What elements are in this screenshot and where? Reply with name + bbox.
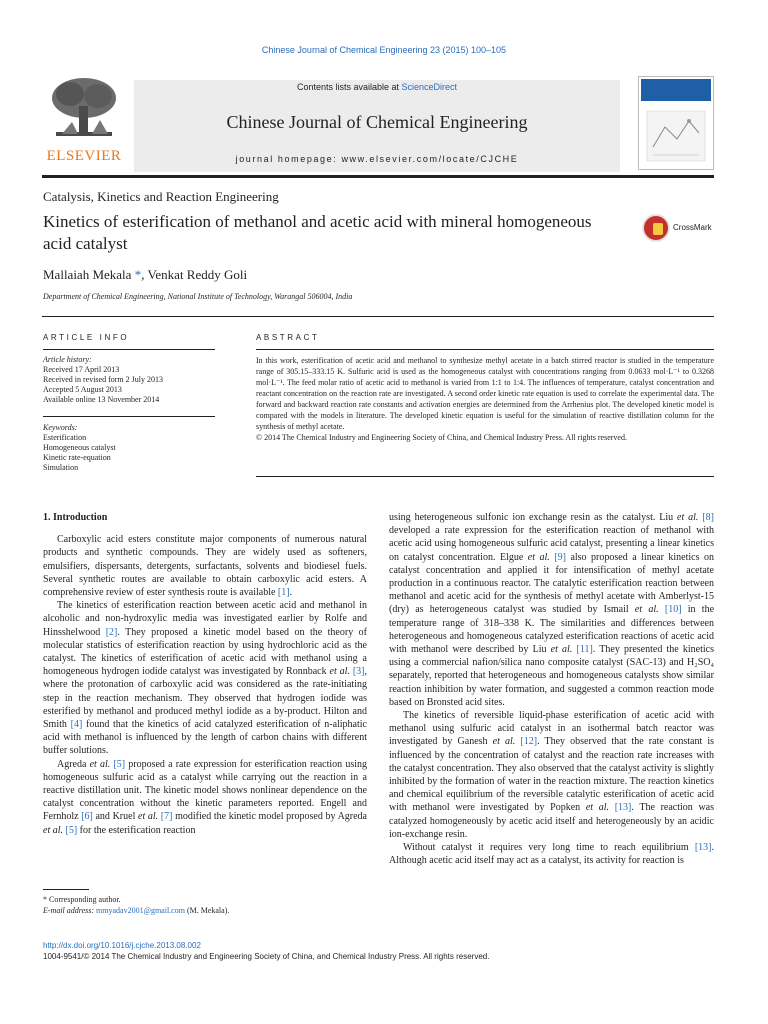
body-right-column bbox=[389, 511, 714, 867]
article-category: Catalysis, Kinetics and Reaction Engineering bbox=[43, 189, 279, 204]
section-heading: 1. Introduction bbox=[43, 512, 108, 523]
corresponding-author-note: * Corresponding author. bbox=[43, 895, 121, 904]
footnote-rule bbox=[43, 889, 89, 890]
citation-link[interactable]: [13] bbox=[614, 802, 632, 814]
paragraph: The kinetics of reversible liquid-phase esterification of acetic acid with methanol using sulfuric acid catalyst in an isothermal batch reactor was investigated by Ganesh et al. [12]. They observed that the rate constant is influenced by the concentration of catalyst and the reaction rate increases with the catalyst concentration. They also observed that the catalyst activity is slightly inhibited by the formation of water in the reaction mixture. The reaction kinetics and chemical equilibrium of the reversible catalytic esterification of acetic acid with methanol were investigated by Popken et al. [13]. The reaction was catalyzed homogeneously by acetic acid itself and heterogeneously by an acidic ion-exchange resin. bbox=[389, 710, 715, 840]
revised-date: Received in revised form 2 July 2013 bbox=[43, 375, 163, 384]
citation-link[interactable]: [9] bbox=[554, 551, 566, 563]
header-divider bbox=[42, 175, 714, 178]
cover-diagram-icon bbox=[643, 107, 709, 165]
author-name[interactable]: , Venkat Reddy Goli bbox=[141, 267, 248, 282]
abstract-heading: ABSTRACT bbox=[256, 333, 320, 342]
citation-link[interactable]: [8] bbox=[702, 512, 715, 523]
body-left-column bbox=[43, 511, 367, 837]
abstract-text bbox=[256, 355, 714, 443]
corresponding-author-link[interactable]: * bbox=[131, 267, 142, 282]
abstract-rule bbox=[256, 349, 714, 350]
keywords-label: Keywords: bbox=[43, 423, 78, 432]
keyword: Simulation bbox=[43, 463, 79, 472]
cover-title-band bbox=[641, 79, 711, 101]
abstract-bottom-rule bbox=[256, 476, 714, 477]
article-info-rule bbox=[43, 416, 215, 417]
citation-link[interactable]: [1] bbox=[277, 587, 290, 599]
journal-cover-icon[interactable] bbox=[638, 76, 714, 170]
article-title: Kinetics of esterification of methanol and acetic acid with mineral homogeneous acid catalyst bbox=[43, 212, 592, 253]
banner-center bbox=[134, 80, 620, 172]
contents-prefix: Contents lists available at bbox=[296, 82, 402, 92]
author-name[interactable]: Mallaiah Mekala bbox=[43, 267, 132, 282]
history-label: Article history: bbox=[43, 355, 92, 364]
abstract-body: In this work, esterification of acetic acid and methanol to synthesize methyl acetate in a batch stirred reactor is studied in the temperature range of 305.15–333.15 K. Sulfuric acid is used as the homogeneous catalyst with concentrations ranging from 0.0633 mol·L⁻¹ to 0.3268 mol·L⁻¹. The feed molar ratio of acetic acid to methanol is varied from 1:1 to 1:4. The influences of temperature, catalyst concentration and reactant concentration on the reaction rate are investigated. A second order kinetic rate equation is used to correlate the experimental data. The forward and backward reaction rate constants and activation energies are determined from the Arrhenius plot. The developed kinetic model is compared with the models in literature. The developed kinetic equation is useful for the simulation of reactive distillation column for the synthesis of methyl acetate. bbox=[256, 356, 714, 431]
abstract-copyright: © 2014 The Chemical Industry and Engineering Society of China, and Chemical Industry Press. All rights reserved. bbox=[256, 433, 627, 442]
elsevier-logo[interactable] bbox=[42, 72, 126, 172]
email-line: E-mail address: mmyadav2001@gmail.com (M. Mekala). bbox=[43, 906, 230, 915]
paragraph: Without catalyst it requires very long time to reach equilibrium [13]. Although acetic acid itself may act as a catalyst, its activity for reaction is bbox=[389, 842, 714, 867]
sciencedirect-link[interactable]: ScienceDirect bbox=[401, 82, 458, 92]
email-link[interactable]: mmyadav2001@gmail.com bbox=[96, 906, 185, 915]
citation-link[interactable]: [11] bbox=[576, 644, 593, 656]
crossmark-label: CrossMark bbox=[673, 223, 712, 232]
citation-link[interactable]: [12] bbox=[520, 736, 538, 748]
doi-link[interactable]: http://dx.doi.org/10.1016/j.cjche.2013.08.002 bbox=[43, 941, 201, 950]
article-history bbox=[43, 355, 215, 405]
section-divider bbox=[42, 316, 714, 317]
article-info-heading: ARTICLE INFO bbox=[43, 333, 130, 342]
journal-name: Chinese Journal of Chemical Engineering bbox=[226, 112, 528, 132]
citation-link[interactable]: [5] bbox=[65, 824, 78, 836]
keyword: Kinetic rate-equation bbox=[43, 453, 111, 462]
citation-link[interactable]: [7] bbox=[160, 811, 173, 823]
crossmark-icon bbox=[642, 214, 670, 242]
journal-homepage-link[interactable]: journal homepage: www.elsevier.com/locate/CJCHE bbox=[235, 154, 519, 164]
citation-link[interactable]: [13] bbox=[694, 842, 712, 854]
citation-link[interactable]: [3] bbox=[352, 666, 365, 678]
elsevier-wordmark: ELSEVIER bbox=[46, 148, 122, 164]
citation-link[interactable]: [10] bbox=[664, 604, 682, 616]
paragraph: The kinetics of esterification reaction between acetic acid and methanol in alcoholic and non-hydroxylic media was investigated earlier by Rolfe and Hinsshelwood [2]. They proposed a kinetic model based on the theory of molecular statistics of esterification reaction by using hydrochloric acid as the catalyst. The kinetics of esterification of acetic acid with methanol using a homogeneous hydrogen iodide catalyst was investigated by Ronnback et al. [3], where the protonation of carboxylic acid was considered as the rate-initiating step in the reaction mechanism. They observed that hydrogen iodide was esterified by methanol and produced methyl iodide as a by-product. Hilton and Smith [4] found that the kinetics of acid catalyzed esterification of n-aliphatic acid with methanol is influenced by the length of carbon chains with different buffer solutions. bbox=[43, 600, 367, 757]
keyword: Esterification bbox=[43, 433, 87, 442]
page-footer bbox=[43, 940, 489, 962]
contents-line bbox=[134, 82, 620, 92]
paragraph: Carboxylic acid esters constitute major components of numerous natural products and synthetic compounds. They are widely used as softeners, emulsifiers, dispersants, detergents, surfactants, solvents and biodiesel fuels. Several synthetic routes are available to obtain carboxylic acid esters. A comprehensive review of ester synthesis route is available [1]. bbox=[43, 534, 367, 599]
elsevier-tree-icon bbox=[48, 74, 120, 140]
keyword: Homogeneous catalyst bbox=[43, 443, 116, 452]
online-date: Available online 13 November 2014 bbox=[43, 395, 160, 404]
citation-link[interactable]: [5] bbox=[113, 758, 126, 770]
issn-copyright: 1004-9541/© 2014 The Chemical Industry and Engineering Society of China, and Chemical Industry Press. All rights reserved. bbox=[43, 952, 490, 961]
journal-banner bbox=[42, 72, 714, 172]
citation-link[interactable]: [4] bbox=[70, 719, 83, 731]
paragraph: using heterogeneous sulfonic ion exchange resin as the catalyst. Liu et al. [8] developed a rate expression for the esterification reaction of methanol with acetic acid using homogeneous sulfuric acid catalyst, presenting a linear kinetics on catalyst concentration. Elgue et al. [9] also proposed a linear kinetics on catalyst concentration and applied it for intensification of methyl acetate production in a continuous reactor. The catalytic esterification reaction between methanol and acetic acid for the synthesis of methyl acetate with Amberlyst-15 (dry) as heterogeneous catalyst was studied by Ismail et al. [10] in the temperature range of 318–338 K. The similarities and differences between heterogeneous and homogeneous catalyzed esterification reactions of acetic acid with methanol were described by Liu et al. [11]. They presented the kinetics using a commercial nafion/silica nano composite catalyst (SAC-13) and H₂SO₄ separately, reported that heterogeneous and homogeneous catalysts show similar reaction inhibition by water formation, and suggested a common reaction mode based on Bronsted acid sites. bbox=[389, 512, 715, 708]
footnote bbox=[43, 894, 229, 916]
article-info-rule bbox=[43, 349, 215, 350]
author-list bbox=[43, 267, 247, 283]
journal-reference[interactable]: Chinese Journal of Chemical Engineering 23 (2015) 100–105 bbox=[261, 45, 507, 55]
accepted-date: Accepted 5 August 2013 bbox=[43, 385, 122, 394]
crossmark-button[interactable] bbox=[642, 214, 718, 244]
author-affiliation: Department of Chemical Engineering, National Institute of Technology, Warangal 506004, India bbox=[43, 292, 353, 301]
paragraph: Agreda et al. [5] proposed a rate expression for esterification reaction using homogeneous sulfuric acid as a catalyst while carrying out the reaction in a reactive distillation unit. The kinetic model shows nonlinear dependence on the catalyst concentration without the kinetic parameters reported. Engell and Fernholz [6] and Kruel et al. [7] modified the kinetic model proposed by Agreda et al. [5] for the esterification reaction bbox=[43, 758, 367, 836]
citation-link[interactable]: [6] bbox=[81, 811, 93, 823]
citation-link[interactable]: [2] bbox=[105, 626, 118, 638]
received-date: Received 17 April 2013 bbox=[43, 365, 120, 374]
keywords bbox=[43, 423, 215, 473]
